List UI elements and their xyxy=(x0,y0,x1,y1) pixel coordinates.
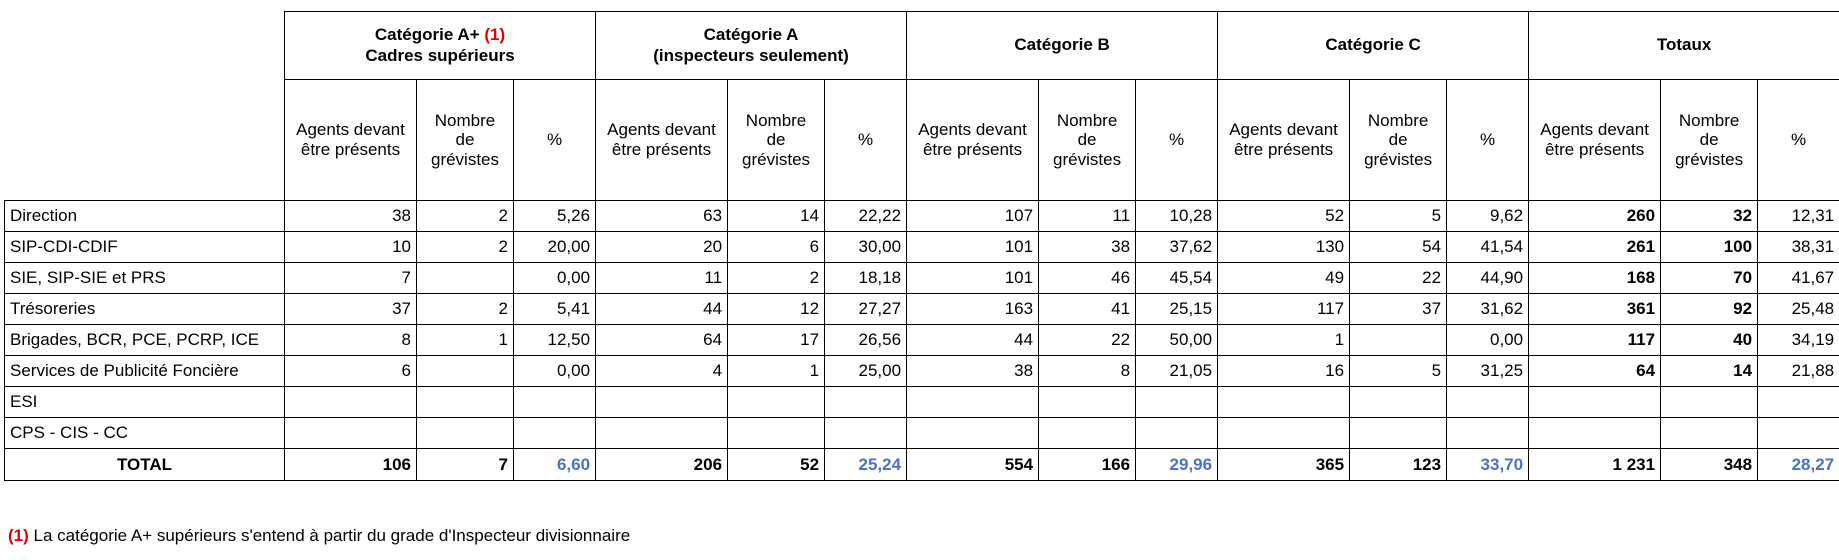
group-header-cat-a xyxy=(596,12,907,80)
row-label: SIE, SIP-SIE et PRS xyxy=(5,263,285,294)
subheader-pct: % xyxy=(1758,80,1839,201)
table-row xyxy=(5,325,1839,356)
footnote-marker: (1) xyxy=(484,25,506,45)
table-cell xyxy=(1758,387,1839,418)
table-cell: 1 xyxy=(417,325,514,356)
table-cell xyxy=(728,387,825,418)
subheader-agents xyxy=(596,80,728,201)
table-cell: 117 xyxy=(1529,325,1661,356)
subheader-nombre xyxy=(1350,80,1447,201)
table-cell: 5,41 xyxy=(514,294,596,325)
subheader-line: de xyxy=(1699,130,1719,150)
table-cell: 63 xyxy=(596,201,728,232)
table-cell: 101 xyxy=(907,232,1039,263)
subheader-pct: % xyxy=(1136,80,1218,201)
table-cell: 38 xyxy=(285,201,417,232)
table-cell: 34,19 xyxy=(1758,325,1839,356)
table-cell: 12,31 xyxy=(1758,201,1839,232)
table-cell xyxy=(596,387,728,418)
table-cell: 0,00 xyxy=(514,356,596,387)
subheader-agents xyxy=(907,80,1039,201)
table-cell: 163 xyxy=(907,294,1039,325)
subheader-nombre xyxy=(417,80,514,201)
table-row xyxy=(5,294,1839,325)
table-cell xyxy=(285,418,417,449)
table-row xyxy=(5,232,1839,263)
subheader-line: Agents devant xyxy=(1229,120,1338,140)
strike-statistics-table xyxy=(4,11,1839,481)
row-label: Brigades, BCR, PCE, PCRP, ICE xyxy=(5,325,285,356)
table-cell: 4 xyxy=(596,356,728,387)
table-cell: 54 xyxy=(1350,232,1447,263)
table-cell: 8 xyxy=(285,325,417,356)
row-label: ESI xyxy=(5,387,285,418)
table-cell xyxy=(1529,387,1661,418)
subheader-pct: % xyxy=(514,80,596,201)
table-cell: 38 xyxy=(1039,232,1136,263)
table-cell: 10,28 xyxy=(1136,201,1218,232)
subheader-line: être présents xyxy=(1233,140,1334,159)
table-cell: 46 xyxy=(1039,263,1136,294)
table-cell: 6 xyxy=(285,356,417,387)
table-cell: 0,00 xyxy=(514,263,596,294)
table-cell: 92 xyxy=(1661,294,1758,325)
subheader-line: de xyxy=(1077,130,1097,150)
table-cell: 41,67 xyxy=(1758,263,1839,294)
row-label: SIP-CDI-CDIF xyxy=(5,232,285,263)
table-cell: 31,62 xyxy=(1447,294,1529,325)
table-cell: 38,31 xyxy=(1758,232,1839,263)
subheader-line: Agents devant xyxy=(918,120,1027,140)
table-cell: 1 xyxy=(1218,325,1350,356)
subheader-nombre xyxy=(728,80,825,201)
table-cell xyxy=(417,387,514,418)
total-pct-cell: 28,27 xyxy=(1758,449,1839,481)
total-pct-cell: 29,96 xyxy=(1136,449,1218,481)
total-pct-cell: 6,60 xyxy=(514,449,596,481)
table-cell xyxy=(1350,325,1447,356)
subheader-line: Agents devant xyxy=(607,120,716,140)
table-cell xyxy=(1136,418,1218,449)
table-cell: 37 xyxy=(285,294,417,325)
table-cell: 168 xyxy=(1529,263,1661,294)
row-label: CPS - CIS - CC xyxy=(5,418,285,449)
row-label: Trésoreries xyxy=(5,294,285,325)
subheader-line: grévistes xyxy=(430,149,500,169)
table-cell xyxy=(907,387,1039,418)
subheader-line: Nombre xyxy=(1056,110,1118,130)
subheader-nombre xyxy=(1039,80,1136,201)
table-cell xyxy=(1218,387,1350,418)
subheader-line: grévistes xyxy=(1053,149,1122,169)
table-cell: 17 xyxy=(728,325,825,356)
table-cell: 22 xyxy=(1350,263,1447,294)
footnote-marker: (1) xyxy=(8,526,29,545)
table-cell: 21,05 xyxy=(1136,356,1218,387)
table-cell xyxy=(728,418,825,449)
table-cell: 5 xyxy=(1350,201,1447,232)
table-cell: 101 xyxy=(907,263,1039,294)
subheader-agents xyxy=(1218,80,1350,201)
table-cell: 261 xyxy=(1529,232,1661,263)
table-cell xyxy=(907,418,1039,449)
table-row xyxy=(5,201,1839,232)
table-cell: 14 xyxy=(728,201,825,232)
total-cell: 348 xyxy=(1661,449,1758,481)
table-cell: 27,27 xyxy=(825,294,907,325)
table-cell xyxy=(825,418,907,449)
subheader-line: grévistes xyxy=(1364,149,1433,169)
table-cell xyxy=(1350,418,1447,449)
table-cell: 64 xyxy=(1529,356,1661,387)
group-header-row xyxy=(5,12,1839,80)
group-title: Catégorie C xyxy=(1325,35,1421,55)
table-cell xyxy=(1758,418,1839,449)
table-cell: 25,48 xyxy=(1758,294,1839,325)
group-title: Totaux xyxy=(1656,35,1712,55)
table-cell: 32 xyxy=(1661,201,1758,232)
subheader-line: Agents devant xyxy=(1540,120,1649,140)
table-cell: 44,90 xyxy=(1447,263,1529,294)
table-cell: 26,56 xyxy=(825,325,907,356)
table-cell: 52 xyxy=(1218,201,1350,232)
table-cell: 20 xyxy=(596,232,728,263)
table-cell xyxy=(1661,387,1758,418)
total-cell: 123 xyxy=(1350,449,1447,481)
total-cell: 1 231 xyxy=(1529,449,1661,481)
table-cell xyxy=(417,356,514,387)
table-cell: 64 xyxy=(596,325,728,356)
table-cell: 5 xyxy=(1350,356,1447,387)
table-cell: 361 xyxy=(1529,294,1661,325)
table-cell: 37,62 xyxy=(1136,232,1218,263)
table-cell xyxy=(1039,387,1136,418)
table-cell xyxy=(1661,418,1758,449)
table-cell: 41,54 xyxy=(1447,232,1529,263)
table-cell xyxy=(1039,418,1136,449)
subheader-line: de xyxy=(766,130,786,150)
total-cell: 166 xyxy=(1039,449,1136,481)
table-cell: 9,62 xyxy=(1447,201,1529,232)
group-subtitle: (inspecteurs seulement) xyxy=(653,45,849,65)
footnote xyxy=(8,526,630,546)
group-header-cat-a-plus xyxy=(285,12,596,80)
table-cell xyxy=(514,418,596,449)
group-title: Catégorie B xyxy=(1014,35,1110,55)
table-cell: 18,18 xyxy=(825,263,907,294)
subheader-line: grévistes xyxy=(1675,149,1744,169)
subheader-line: être présents xyxy=(611,140,712,159)
table-cell: 5,26 xyxy=(514,201,596,232)
table-cell: 107 xyxy=(907,201,1039,232)
table-cell xyxy=(1350,387,1447,418)
subheader-line: Nombre xyxy=(745,110,807,130)
subheader-line: de xyxy=(1388,130,1408,150)
table-cell: 0,00 xyxy=(1447,325,1529,356)
table-cell: 22,22 xyxy=(825,201,907,232)
group-title: Catégorie A+ xyxy=(374,25,480,45)
table-cell: 70 xyxy=(1661,263,1758,294)
table-cell: 12 xyxy=(728,294,825,325)
total-cell: 554 xyxy=(907,449,1039,481)
table-cell: 11 xyxy=(596,263,728,294)
table-cell xyxy=(1136,387,1218,418)
group-title: Catégorie A xyxy=(703,25,799,45)
total-label: TOTAL xyxy=(5,449,285,481)
table-cell: 1 xyxy=(728,356,825,387)
table-cell: 2 xyxy=(728,263,825,294)
table-cell xyxy=(596,418,728,449)
table-cell xyxy=(1529,418,1661,449)
table-cell: 260 xyxy=(1529,201,1661,232)
subheader-line: de xyxy=(455,130,475,150)
group-subtitle: Cadres supérieurs xyxy=(365,45,515,65)
subheader-pct: % xyxy=(825,80,907,201)
table-cell: 22 xyxy=(1039,325,1136,356)
table-cell: 31,25 xyxy=(1447,356,1529,387)
table-cell: 45,54 xyxy=(1136,263,1218,294)
group-header-cat-c xyxy=(1218,12,1529,80)
subheader-line: être présents xyxy=(1544,140,1645,159)
table-cell xyxy=(417,263,514,294)
table-cell: 8 xyxy=(1039,356,1136,387)
table-cell: 38 xyxy=(907,356,1039,387)
table-cell xyxy=(1447,387,1529,418)
table-cell: 6 xyxy=(728,232,825,263)
subheader-line: grévistes xyxy=(742,149,811,169)
table-cell: 41 xyxy=(1039,294,1136,325)
subheader-line: Nombre xyxy=(1367,110,1429,130)
table-cell: 25,00 xyxy=(825,356,907,387)
table-row xyxy=(5,356,1839,387)
table-cell: 10 xyxy=(285,232,417,263)
table-row xyxy=(5,418,1839,449)
table-cell: 44 xyxy=(907,325,1039,356)
group-header-totaux xyxy=(1529,12,1839,80)
row-label: Direction xyxy=(5,201,285,232)
table-cell xyxy=(285,387,417,418)
table-cell: 11 xyxy=(1039,201,1136,232)
subheader-agents xyxy=(285,80,417,201)
corner-blank xyxy=(5,80,285,201)
group-header-cat-b xyxy=(907,12,1218,80)
subheader-pct: % xyxy=(1447,80,1529,201)
subheader-agents xyxy=(1529,80,1661,201)
total-pct-cell: 25,24 xyxy=(825,449,907,481)
table-cell xyxy=(514,387,596,418)
table-cell: 117 xyxy=(1218,294,1350,325)
table-cell: 40 xyxy=(1661,325,1758,356)
subheader-line: être présents xyxy=(300,140,401,159)
table-cell: 2 xyxy=(417,294,514,325)
row-label: Services de Publicité Foncière xyxy=(5,356,285,387)
total-pct-cell: 33,70 xyxy=(1447,449,1529,481)
table-row xyxy=(5,263,1839,294)
subheader-line: Nombre xyxy=(1678,110,1740,130)
total-cell: 106 xyxy=(285,449,417,481)
table-row xyxy=(5,387,1839,418)
table-cell xyxy=(417,418,514,449)
table-cell: 2 xyxy=(417,201,514,232)
table-cell: 100 xyxy=(1661,232,1758,263)
table-cell xyxy=(1447,418,1529,449)
subcolumn-header-row xyxy=(5,80,1839,201)
table-cell: 50,00 xyxy=(1136,325,1218,356)
subheader-line: être présents xyxy=(922,140,1023,159)
total-cell: 365 xyxy=(1218,449,1350,481)
table-cell: 21,88 xyxy=(1758,356,1839,387)
table-cell xyxy=(1218,418,1350,449)
footnote-text: La catégorie A+ supérieurs s'entend à partir du grade d'Inspecteur divisionnaire xyxy=(33,526,631,545)
total-cell: 206 xyxy=(596,449,728,481)
corner-blank xyxy=(5,12,285,80)
subheader-nombre xyxy=(1661,80,1758,201)
table-cell: 130 xyxy=(1218,232,1350,263)
total-cell: 52 xyxy=(728,449,825,481)
table-cell: 16 xyxy=(1218,356,1350,387)
table-cell: 20,00 xyxy=(514,232,596,263)
table-cell: 7 xyxy=(285,263,417,294)
subheader-line: Agents devant xyxy=(296,120,405,140)
table-cell: 44 xyxy=(596,294,728,325)
total-row xyxy=(5,449,1839,481)
table-cell: 25,15 xyxy=(1136,294,1218,325)
table-cell: 49 xyxy=(1218,263,1350,294)
table-cell: 14 xyxy=(1661,356,1758,387)
table-cell: 37 xyxy=(1350,294,1447,325)
subheader-line: Nombre xyxy=(434,110,496,130)
table-cell: 30,00 xyxy=(825,232,907,263)
table-cell: 12,50 xyxy=(514,325,596,356)
table-cell: 2 xyxy=(417,232,514,263)
total-cell: 7 xyxy=(417,449,514,481)
table-cell xyxy=(825,387,907,418)
